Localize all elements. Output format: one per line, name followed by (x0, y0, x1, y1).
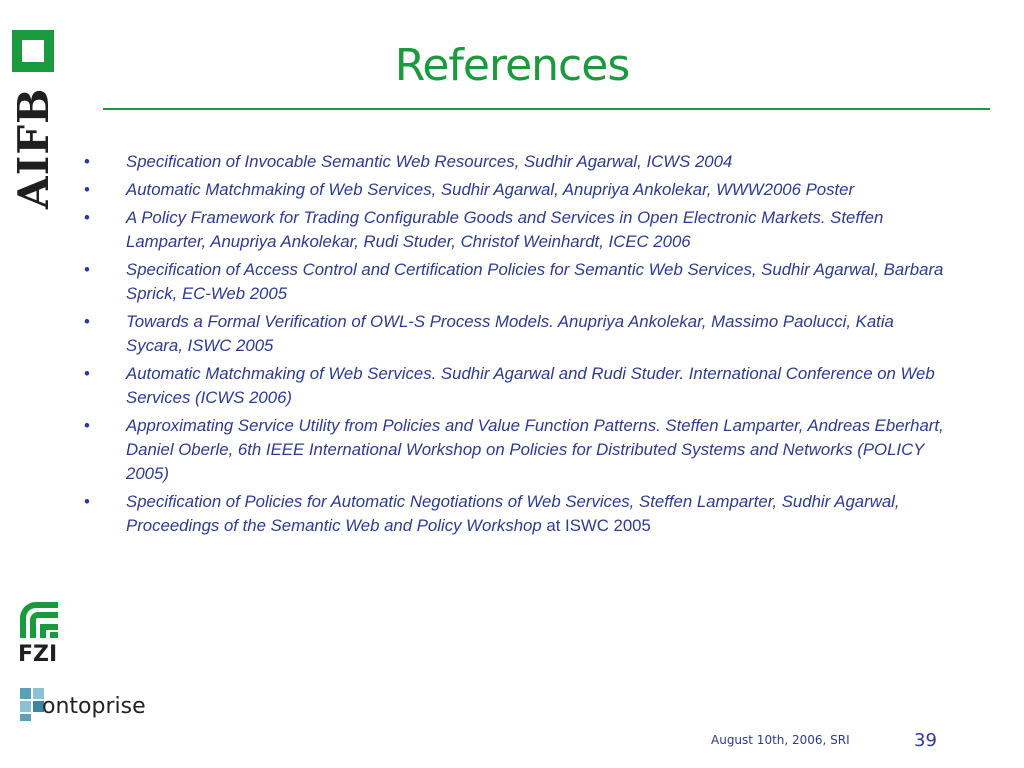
reference-suffix: at ISWC 2005 (541, 516, 651, 535)
reference-item (84, 362, 954, 410)
fzi-arcs-icon (16, 598, 62, 642)
reference-text: Approximating Service Utility from Policies and Value Function Patterns. Steffen Lamparter, Andreas Eberhart, Daniel Oberle, 6th IEEE International Workshop on Policies for Distributed Systems and Networks (POLICY 2005) (126, 416, 944, 483)
reference-item (84, 258, 954, 306)
reference-text: Towards a Formal Verification of OWL-S Process Models. Anupriya Ankolekar, Massimo Paolucci, Katia Sycara, ISWC 2005 (126, 312, 894, 355)
reference-text: Specification of Access Control and Certification Policies for Semantic Web Services, Sudhir Agarwal, Barbara Sprick, EC-Web 2005 (126, 260, 944, 303)
aifb-logo-text: AIFB (9, 87, 58, 209)
reference-text: Specification of Invocable Semantic Web Resources, Sudhir Agarwal, ICWS 2004 (126, 152, 733, 171)
reference-text: Automatic Matchmaking of Web Services, Sudhir Agarwal, Anupriya Ankolekar, WWW2006 Poster (126, 180, 855, 199)
reference-item (84, 150, 954, 174)
ontoprise-logo-text: ontoprise (42, 694, 146, 719)
reference-item (84, 414, 954, 486)
aifb-square-icon (10, 28, 56, 74)
reference-item (84, 490, 954, 538)
reference-text: Automatic Matchmaking of Web Services. Sudhir Agarwal and Rudi Studer. International Conference on Web Services (ICWS 2006) (126, 364, 935, 407)
reference-item (84, 310, 954, 358)
reference-item (84, 206, 954, 254)
slide-title: References (394, 40, 630, 91)
reference-item (84, 178, 954, 202)
fzi-logo-text: FZI (18, 642, 58, 667)
aifb-logo (9, 28, 58, 209)
slide-footer: August 10th, 2006, SRI (711, 733, 850, 747)
fzi-logo (16, 598, 66, 668)
page-number: 39 (914, 730, 937, 751)
title-divider (103, 108, 990, 110)
reference-text: A Policy Framework for Trading Configurable Goods and Services in Open Electronic Markets. Steffen Lamparter, Anupriya Ankolekar, Rudi Studer, Christof Weinhardt, ICEC 2006 (126, 208, 884, 251)
references-list (84, 150, 954, 542)
reference-text: Specification of Policies for Automatic Negotiations of Web Services, Steffen Lamparter, Sudhir Agarwal, Proceedings of the Semantic Web and Policy Workshop (126, 492, 900, 535)
ontoprise-logo (18, 686, 168, 728)
